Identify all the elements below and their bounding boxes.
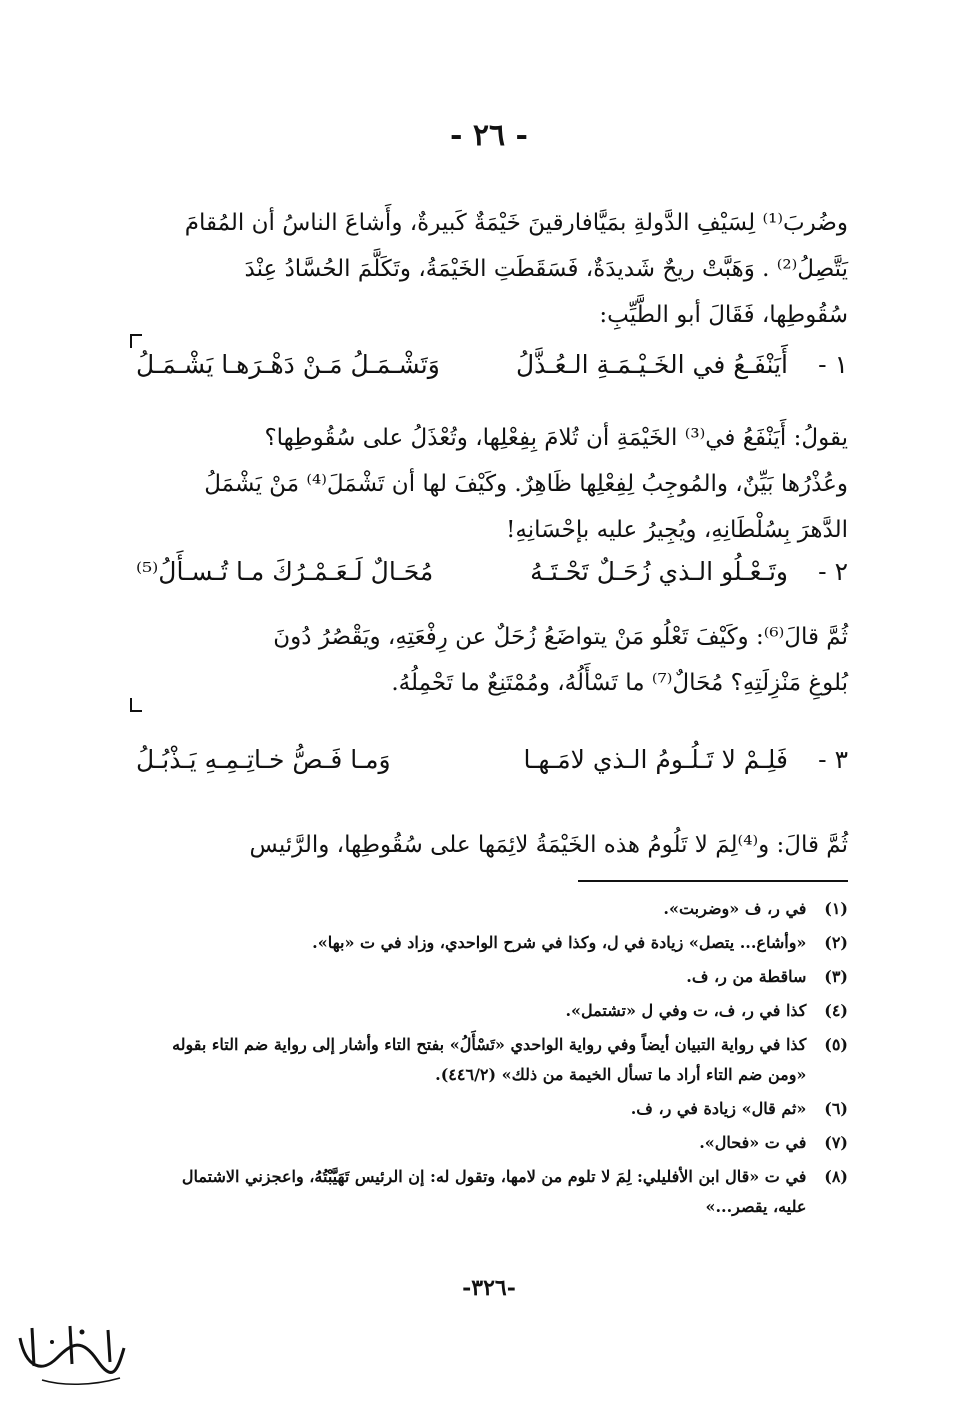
- footnote: [136, 962, 848, 992]
- verse-number: ٣ -: [818, 745, 848, 774]
- footnote-text: في ت «فحال».: [699, 1133, 807, 1152]
- intro-line: يَتَّصِلُ⁽²⁾ . وَهَبَّتْ ريحٌ شَديدَةٌ، فَسَقَطَتِ الخَيْمَةُ، وتَكَلَّمَ الحُسَّادُ عِنْدَ: [244, 256, 848, 282]
- footnote-number: (١): [824, 899, 848, 918]
- footnote: [136, 1060, 848, 1090]
- footnote-number: (٥): [824, 1035, 848, 1054]
- verse-first-hemistich: فَلِـمْ لا تَـلُـومُ الـذي لامَـهـا: [523, 745, 788, 774]
- footnote-number: (٨): [824, 1167, 848, 1186]
- intro-paragraph: [136, 200, 848, 338]
- verse-first-hemistich: أَيَنْفَـعُ في الخَـيْـمَـةِ الـعُـذَّلُ: [516, 350, 788, 379]
- section-bracket-top: [130, 334, 142, 348]
- verse-first-hemistich: وتَـعْـلُو الـذي زُحَـلٌ تَحْـتَـهُ: [530, 557, 788, 586]
- commentary-1: [136, 415, 848, 553]
- footnote-text: «وأشاع... يتصل» زيادة في ل، وكذا في شرح الواحدي، وزاد في ت «بها».: [312, 933, 807, 952]
- footnote: [136, 1030, 848, 1060]
- verse-number: ٢ -: [818, 557, 848, 586]
- verse-second-hemistich: وَمـا فَـصُّ خـاتِـمِـهِ يَـذْبُـلُ: [136, 745, 391, 774]
- verse-3: [136, 745, 848, 795]
- section-bracket-bottom: [130, 698, 142, 712]
- verse-second-hemistich: مُحَـالٌ لَـعَـمْـرُكَ مـا تُـسـأَلُ⁽⁵⁾: [136, 557, 434, 586]
- footnote: [136, 1128, 848, 1158]
- verse-1: [136, 350, 848, 400]
- footnote-number: (٢): [824, 933, 848, 952]
- footnote: [136, 928, 848, 958]
- footnote: [136, 1094, 848, 1124]
- footnote: [136, 1162, 848, 1192]
- commentary-line: ثُمَّ قالَ⁽⁶⁾: وكَيْفَ تَعْلُو مَنْ يتواضَعُ زُحَلٌ عن رِفْعَتِهِ، ويَقْصُرُ دُونَ: [273, 624, 848, 650]
- commentary-line: الدَّهرَ بِسُلْطَانِهِ، ويُجِيرُ عليه بإحْسَانِهِ!: [506, 517, 848, 543]
- footnote: [136, 996, 848, 1026]
- footnote-text: كذا في ر، ف، ت وفي ل «تشتمل».: [565, 1001, 807, 1020]
- footnote-text: في ت «قال ابن الأفليلي: لِمَ لا تلوم من لامها، وتقول له: إن الرئيس تَهَيَّبْتُهُ، واعجزني الاشتمال: [181, 1167, 807, 1186]
- footnotes: [136, 894, 848, 1222]
- page-number-bottom: -٣٢٦-: [462, 1275, 516, 1301]
- footnote-number: (٤): [824, 1001, 848, 1020]
- footnote-number: (٧): [824, 1133, 848, 1152]
- footnote-text: ساقطة من ر، ف.: [686, 967, 807, 986]
- publisher-logo: [12, 1318, 132, 1393]
- footnote: [136, 1192, 848, 1222]
- footnote: [136, 894, 848, 924]
- footnote-text: في ر، ف «وضربت».: [663, 899, 807, 918]
- footnote-text: «ثم قال» زيادة في ر، ف.: [630, 1099, 807, 1118]
- footnote-number: (٣): [824, 967, 848, 986]
- footnote-separator: [578, 880, 848, 882]
- footnote-text: «ومن ضم التاء أراد ما تسأل الخيمة من ذلك» (٤٤٦/٢).: [435, 1065, 807, 1084]
- footnote-text: عليه، يقصر...»: [705, 1197, 807, 1216]
- commentary-2: [136, 614, 848, 706]
- page-number-top: - ٢٦ -: [449, 118, 529, 153]
- commentary-line: بُلوغِ مَنْزِلَتِهِ؟ مُحَالٌ⁽⁷⁾ ما تَسْأَلُهُ، ومُمْتَنِعٌ ما تَحْمِلُهُ.: [391, 670, 848, 696]
- footnote-text: كذا في رواية التبيان أيضاً وفي رواية الواحدي «تَسْأَلُ» بفتح التاء وأشار إلى رواية ضم التاء بقوله: [172, 1035, 807, 1054]
- verse-second-hemistich: وَتَشْـمَـلُ مَـنْ دَهْـرَهـا يَشْـمَـلُ: [136, 350, 440, 379]
- footnote-number: (٦): [824, 1099, 848, 1118]
- intro-line: سُقُوطِها، فَقَالَ أبو الطَّيِّبِ:: [599, 302, 848, 328]
- verse-number: ١ -: [818, 350, 848, 379]
- verse-2: [136, 557, 848, 607]
- commentary-line: وعُذْرُها بَيِّنٌ، والمُوجِبُ لِفِعْلِها ظَاهِرٌ. وكَيْفَ لها أن تَشْمَلَ⁽⁴⁾ مَنْ يَشْمَلُ: [204, 471, 848, 497]
- commentary-line: يقولُ: أَيَنْفَعُ في⁽³⁾ الخَيْمَةِ أن تُلامَ بِفِعْلِها، وتُعْذَلُ على سُقُوطِها؟: [264, 425, 848, 451]
- intro-line: وضُربَ⁽¹⁾ لِسَيْفِ الدَّولةِ بمَيَّافارقينَ خَيْمَةٌ كَبيرةٌ، وأَشاعَ الناسُ أن المُقامَ: [184, 210, 848, 236]
- commentary-3: ثُمَّ قالَ: و⁽⁴⁾لِمَ لا تَلُومُ هذه الخَيْمَةُ لائِمَها على سُقُوطِها، والرَّئيس: [249, 832, 848, 858]
